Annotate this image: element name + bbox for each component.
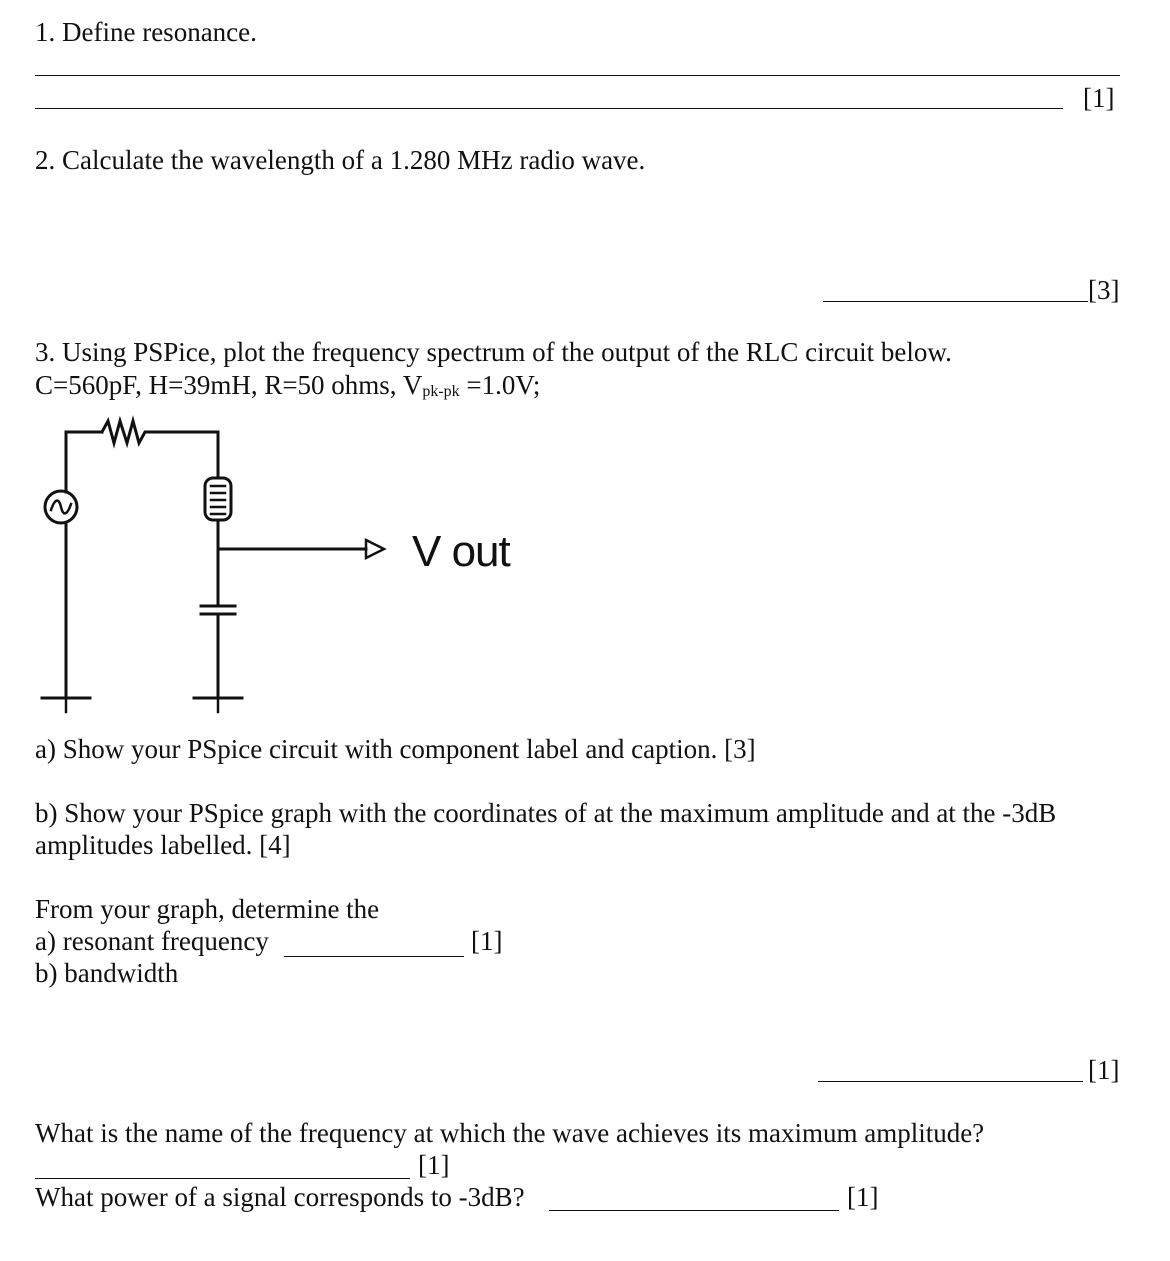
- resonant-frequency-answer-line[interactable]: [284, 956, 464, 957]
- q3-params-subscript: pk-pk: [422, 383, 460, 400]
- power-marks: [1]: [847, 1182, 879, 1212]
- bandwidth-marks: [1]: [1088, 1055, 1120, 1085]
- q3-part-b-line2: amplitudes labelled. [4]: [35, 830, 291, 860]
- resistor-symbol: [102, 421, 152, 443]
- q3-part-b-line1: b) Show your PSpice graph with the coordinates of at the maximum amplitude and at the -3dB: [35, 798, 1057, 828]
- q3-params-prefix: C=560pF, H=39mH, R=50 ohms, V: [35, 370, 423, 400]
- frequency-name-question: What is the name of the frequency at which the wave achieves its maximum amplitude?: [35, 1118, 985, 1148]
- ac-source-symbol: [45, 491, 77, 523]
- inductor-coil: [211, 486, 225, 514]
- q1-answer-line-2[interactable]: [35, 108, 1063, 109]
- q2-prompt: 2. Calculate the wavelength of a 1.280 MHz radio wave.: [35, 145, 646, 175]
- q2-answer-line[interactable]: [823, 301, 1088, 302]
- power-answer-line[interactable]: [549, 1210, 839, 1211]
- frequency-name-marks: [1]: [418, 1150, 450, 1180]
- vout-label: V out: [412, 527, 510, 576]
- q2-marks: [3]: [1088, 275, 1120, 305]
- ac-source-wave: [51, 501, 71, 514]
- q3-prompt: 3. Using PSPice, plot the frequency spectrum of the output of the RLC circuit below.: [35, 337, 952, 367]
- q1-marks: [1]: [1083, 83, 1115, 113]
- output-port-arrow: [366, 540, 384, 558]
- power-question: What power of a signal corresponds to -3dB?: [35, 1182, 525, 1212]
- q3-parameters: [35, 372, 540, 399]
- q3-part-a: a) Show your PSpice circuit with component label and caption. [3]: [35, 734, 756, 764]
- q1-answer-line-1[interactable]: [35, 75, 1120, 76]
- determine-intro: From your graph, determine the: [35, 894, 380, 924]
- q1-prompt: 1. Define resonance.: [35, 17, 257, 47]
- wire-resistor-to-inductor: [152, 432, 218, 476]
- frequency-name-answer-line[interactable]: [35, 1178, 410, 1179]
- inductor-body: [205, 478, 231, 520]
- bandwidth-answer-line[interactable]: [818, 1081, 1083, 1082]
- resonant-frequency-label: a) resonant frequency: [35, 926, 269, 956]
- resonant-frequency-marks: [1]: [471, 926, 503, 956]
- q3-params-suffix: =1.0V;: [459, 370, 541, 400]
- bandwidth-label: b) bandwidth: [35, 958, 179, 988]
- wire-source-to-resistor: [66, 432, 102, 492]
